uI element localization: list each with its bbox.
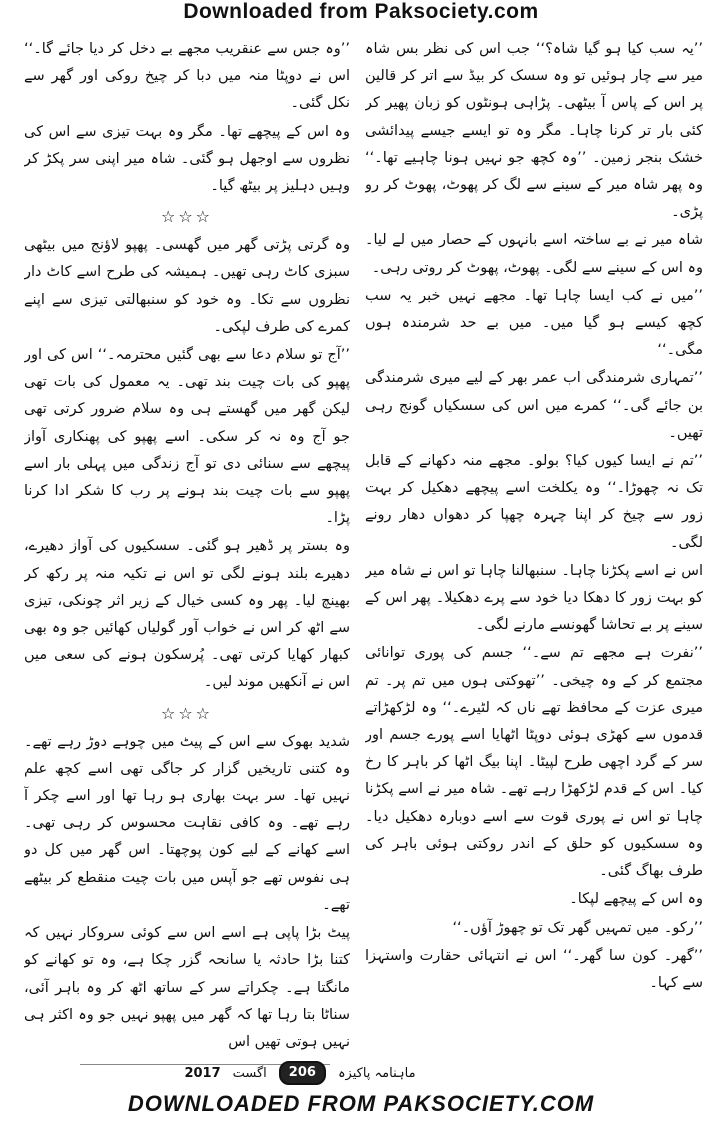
paragraph: ’’تمہاری شرمندگی اب عمر بھر کے لیے میری شرمندگی بن جائے گی۔‘‘ کمرے میں اس کی سسکیاں گونج رہی تھیں۔ <box>365 370 703 441</box>
left-text-column <box>24 36 350 1066</box>
paragraph: ’’رکو۔ میں تمہیں گھر تک تو چھوڑ آؤں۔‘‘ <box>452 919 703 936</box>
paragraph: وہ اس کے پیچھے لپکا۔ <box>569 891 703 908</box>
paragraph: ’’وہ جس سے عنقریب مجھے بے دخل کر دیا جائے گا۔‘‘ اس نے دوپٹا منہ میں دبا کر چیخ روکی اور گھر سے نکل گئی۔ <box>24 41 350 112</box>
magazine-name: ماہنامہ پاکیزہ <box>337 1065 416 1081</box>
paragraph: ’’یہ سب کیا ہو گیا شاہ؟‘‘ جب اس کی نظر بس شاہ میر سے چار ہوئیں تو وہ سسک کر بیڈ سے اتر کر قالین پر اس کے پاس آ بیٹھی۔ پڑاہی ہونٹوں کو زبان پھیر کر کئی بار تر کرنا چاہا۔ مگر وہ تو ایسے جیسے پیدائشی خشک بنجر زمین۔ ’’وہ کچھ جو نہیں ہونا چاہیے تھا۔‘‘ وہ پھر شاہ میر کے سینے سے لگ کر پھوٹ، پھوٹ کر رو پڑی۔ <box>365 41 703 221</box>
paragraph: ’’آج تو سلام دعا سے بھی گئیں محترمہ۔‘‘ اس کی اور پھپو کی بات چیت بند تھی۔ یہ معمول کی بات تھی لیکن گھر میں گھستے ہی وہ سلام ضرور کرتی تھی جو آج وہ نہ کر سکی۔ اسے پھپو کی پھنکاری آواز پیچھے سے سنائی دی تو آج زندگی میں پہلی بار اسے پھپو سے بات چیت بند ہونے پر رب کا شکر ادا کرنا پڑا۔ <box>24 347 350 527</box>
paragraph: شاہ میر نے بے ساختہ اسے بانہوں کے حصار میں لے لیا۔ وہ اس کے سینے سے لگی۔ پھوٹ، پھوٹ کر روتی رہی۔ <box>365 232 703 276</box>
paragraph: ’’گھر۔ کون سا گھر۔‘‘ اس نے انتہائی حقارت واستہزا سے کہا۔ <box>365 947 703 991</box>
footer-year: 2017 <box>184 1065 221 1081</box>
page-number-badge: 206 <box>279 1061 326 1085</box>
paragraph: ’’تم نے ایسا کیوں کیا؟ بولو۔ مجھے منہ دکھانے کے قابل تک نہ چھوڑا۔‘‘ وہ یکلخت اسے پیچھے دھکیل کر بہت زور سے چیخ کر اپنا چہرہ چھپا کر دھواں دھار رونے لگی۔ <box>365 453 703 551</box>
section-divider-stars: ☆☆☆ <box>160 703 214 723</box>
paragraph: وہ اس کے پیچھے تھا۔ مگر وہ بہت تیزی سے اس کی نظروں سے اوجھل ہو گئی۔ شاہ میر اپنی سر پکڑ کر وہیں دہلیز پر بیٹھ گیا۔ <box>24 123 350 195</box>
paragraph: وہ گرتی پڑتی گھر میں گھسی۔ پھپو لاؤنج میں بیٹھی سبزی کاٹ رہی تھیں۔ ہمیشہ کی طرح اسے کاٹ دار نظروں سے تکا۔ وہ خود کو سنبھالتی تیزی سے اپنے کمرے کی طرف لپکی۔ <box>24 237 350 335</box>
paragraph: اس نے اسے پکڑنا چاہا۔ سنبھالنا چاہا تو اس نے شاہ میر کو بہت زور کا دھکا دیا خود سے پرے دھکیلا۔ پھر اس کے سینے پر بے تحاشا گھونسے مارنے لگی۔ <box>365 562 703 634</box>
paragraph: پیٹ بڑا پاپی ہے اسے اس سے کوئی سروکار نہیں کہ کتنا بڑا حادثہ یا سانحہ گزر چکا ہے، وہ تو کھانے کو مانگتا ہے۔ چکراتے سر کے ساتھ اٹھ کر وہ باہر آئی، سناٹا بتا رہا تھا کہ گھر میں پھپو نہیں جو وہ اکثر ہی نہیں ہوتی تھیں اس <box>24 925 350 1050</box>
paragraph: شدید بھوک سے اس کے پیٹ میں چوہے دوڑ رہے تھے۔ وہ کتنی تاریخیں گزار کر جاگی تھی اسے کچھ علم نہیں تھا۔ سر بہت بھاری ہو رہا تھا اور اسے چکر آ رہے تھے۔ وہ کافی نقاہت محسوس کر رہی تھی۔ اسے کھانے کے لیے کون پوچھتا۔ اس گھر میں کل دو ہی نفوس تھے جو آپس میں بات چیت منقطع کر بیٹھے تھے۔ <box>24 733 350 913</box>
right-text-column <box>365 36 703 1066</box>
paragraph: ’’نفرت ہے مجھے تم سے۔‘‘ جسم کی پوری توانائی مجتمع کر کے وہ چیخی۔ ’’تھوکتی ہوں میں تم پر۔ تم میری عزت کے محافظ تھے ناں کہ لٹیرے۔‘‘ وہ لڑکھڑاتے قدموں سے کھڑی ہوئی دوپٹا اٹھایا اسے پورے جسم اور سر کے گرد اچھی طرح لپیٹا۔ اپنا بیگ اٹھا کر باہر کا رخ کیا۔ اس کے قدم لڑکھڑا رہے تھے۔ شاہ میر نے اسے پکڑنا چاہا تو اس نے پوری قوت سے اسے دوبارہ دھکیل دیا۔ وہ سسکیوں کو حلق کے اندر روکتی ہوئی باہر کی طرف بھاگ گئی۔ <box>365 645 703 880</box>
section-divider-stars: ☆☆☆ <box>160 207 214 227</box>
top-watermark-banner: Downloaded from Paksociety.com <box>183 0 539 23</box>
page-footer <box>150 1060 450 1086</box>
footer-month: اگست <box>232 1065 267 1081</box>
paragraph: وہ بستر پر ڈھیر ہو گئی۔ سسکیوں کی آواز دھیرے، دھیرے بلند ہونے لگی تو اس نے تکیہ منہ پر رکھ کر بھینچ لیا۔ پھر وہ کسی خیال کے زیر اثر چونکی، تیزی سے اٹھ کر اس نے خواب آور گولیاں کھائیں جو وہ بھی کبھار کھایا کرتی تھی۔ پُرسکون ہونے کی سعی میں اس نے آنکھیں موند لیں۔ <box>24 538 350 691</box>
bottom-watermark-banner: DOWNLOADED FROM PAKSOCIETY.COM <box>127 1091 595 1116</box>
paragraph: ’’میں نے کب ایسا چاہا تھا۔ مجھے نہیں خبر یہ سب کچھ کیسے ہو گیا میں۔ میں بے حد شرمندہ ہوں مگی۔‘‘ <box>365 287 703 359</box>
